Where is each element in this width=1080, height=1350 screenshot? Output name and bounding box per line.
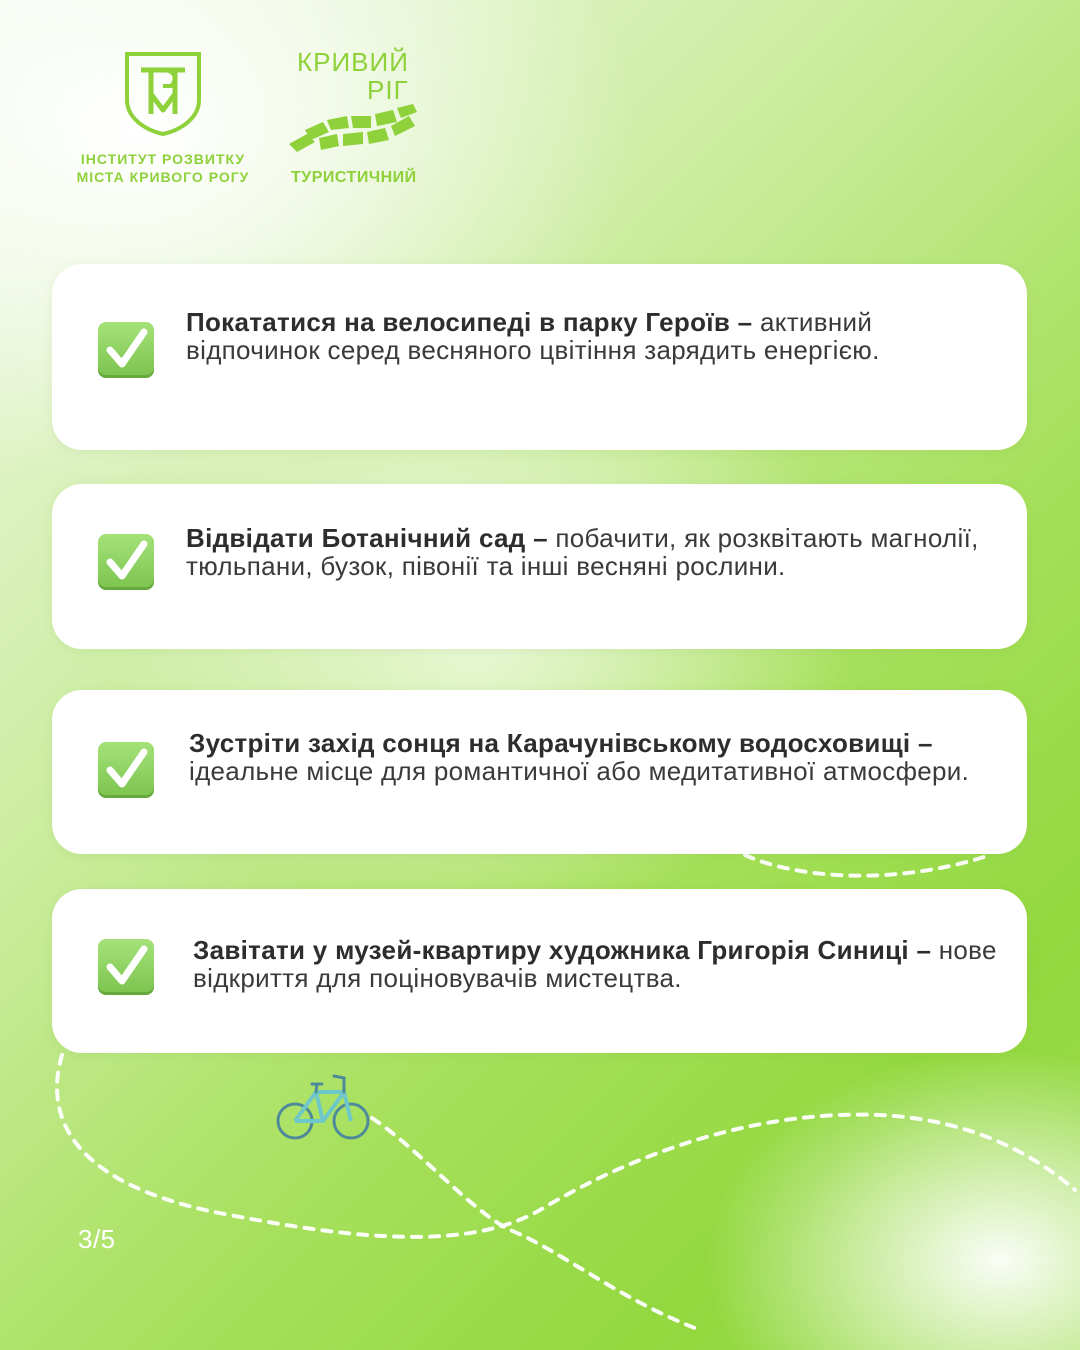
- irm-shield-monogram-icon: [121, 48, 205, 136]
- irm-logo-line1: ІНСТИТУТ РОЗВИТКУ: [80, 151, 246, 167]
- kryvyi-rih-logo: [285, 48, 425, 187]
- kryvyi-rih-bricks-icon: [285, 104, 420, 160]
- kr-logo-subtitle: ТУРИСТИЧНИЙ: [291, 169, 417, 186]
- activity-card-4-description: нове відкриття для поціновувачів мистецтва.: [193, 935, 997, 993]
- activity-card-1-text: [186, 308, 976, 364]
- page-indicator: 3/5: [78, 1224, 116, 1254]
- bicycle-icon: [278, 1076, 368, 1138]
- check-mark-button-icon: [98, 534, 154, 590]
- activity-card-3-title: Зустріти захід сонця на Карачунівському водосховищі –: [189, 728, 933, 758]
- activity-card-3: [52, 690, 1027, 854]
- header: [0, 0, 1080, 230]
- activity-card-2-description: побачити, як розквітають магнолії, тюльпани, бузок, півонії та інші весняні рослини.: [186, 523, 979, 581]
- activity-card-2-text: [186, 524, 986, 580]
- activity-card-4-title: Завітати у музей-квартиру художника Григорія Синиці –: [193, 935, 932, 965]
- activity-card-3-text: [189, 729, 999, 785]
- check-mark-button-icon: [98, 939, 154, 995]
- kr-logo-title: [285, 48, 425, 104]
- irm-logo: [68, 48, 258, 186]
- kr-logo-title-line2: РІГ: [367, 75, 409, 105]
- activity-card-4: [52, 889, 1027, 1053]
- activity-card-2-title: Відвідати Ботанічний сад –: [186, 523, 548, 553]
- activity-card-2: [52, 484, 1027, 649]
- kr-logo-title-line1: КРИВИЙ: [297, 47, 409, 77]
- activity-card-1-title: Покататися на велосипеді в парку Героїв –: [186, 307, 753, 337]
- activity-card-4-text: [193, 936, 1003, 992]
- irm-logo-line2: МІСТА КРИВОГО РОГУ: [76, 169, 250, 185]
- activity-card-3-description: ідеальне місце для романтичної або медитативної атмосфери.: [189, 756, 970, 786]
- activity-card-1-description: активний відпочинок серед весняного цвітіння зарядить енергією.: [186, 307, 880, 365]
- activity-card-1: [52, 264, 1027, 450]
- check-mark-button-icon: [98, 742, 154, 798]
- check-mark-button-icon: [98, 322, 154, 378]
